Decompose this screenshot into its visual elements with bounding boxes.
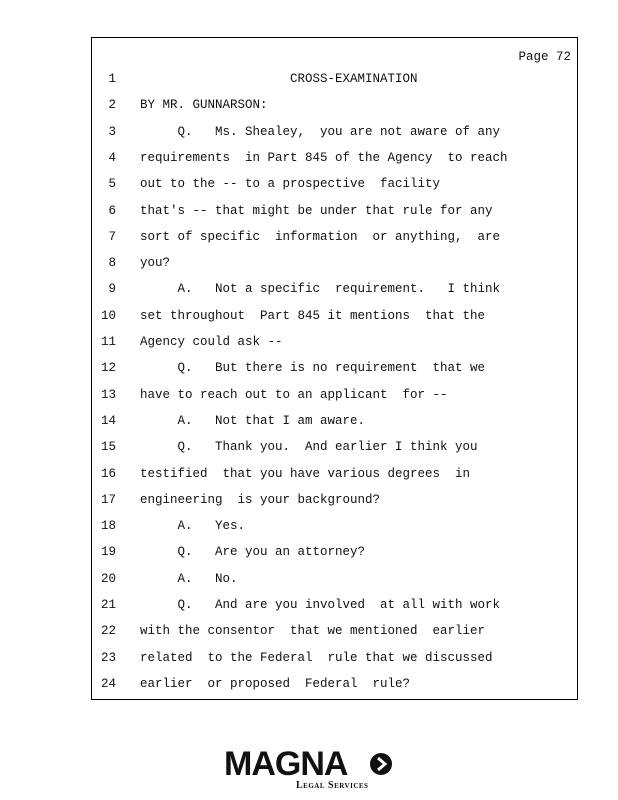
line-number: 11 bbox=[100, 335, 116, 349]
transcript-line bbox=[92, 516, 562, 536]
line-text: engineering is your background? bbox=[140, 492, 381, 507]
transcript-line bbox=[92, 464, 562, 484]
transcript-line bbox=[92, 69, 562, 89]
line-number: 10 bbox=[100, 308, 116, 323]
line-text: requirements in Part 845 of the Agency to reach bbox=[140, 150, 508, 165]
line-text: out to the -- to a prospective facility bbox=[140, 177, 441, 192]
line-number: 5 bbox=[108, 177, 116, 192]
line-text: A. No. bbox=[140, 571, 238, 586]
line-number: 9 bbox=[108, 282, 116, 297]
transcript-line bbox=[92, 332, 562, 352]
line-text: you? bbox=[140, 256, 171, 271]
line-number: 19 bbox=[100, 545, 116, 560]
line-number: 24 bbox=[100, 676, 116, 691]
transcript-line bbox=[92, 411, 562, 431]
transcript-line bbox=[92, 490, 562, 510]
line-text: with the consentor that we mentioned earlier bbox=[140, 624, 486, 639]
line-number: 7 bbox=[108, 229, 116, 244]
line-number: 3 bbox=[108, 124, 116, 139]
transcript-line bbox=[92, 306, 562, 326]
transcript-line bbox=[92, 648, 562, 668]
line-text: sort of specific information or anything, are bbox=[140, 229, 501, 244]
line-text: Q. Ms. Shealey, you are not aware of any bbox=[140, 124, 501, 139]
line-text: Q. And are you involved at all with work bbox=[140, 598, 501, 612]
line-text: Q. Thank you. And earlier I think you bbox=[140, 440, 478, 455]
transcript-line bbox=[92, 542, 562, 562]
transcript-line bbox=[92, 201, 562, 221]
line-text: have to reach out to an applicant for -- bbox=[140, 387, 448, 402]
line-text: A. Yes. bbox=[140, 519, 246, 534]
transcript-line bbox=[92, 279, 562, 299]
line-number: 13 bbox=[100, 387, 116, 402]
chevron-right-circle-icon bbox=[370, 753, 392, 775]
transcript-line bbox=[92, 95, 562, 115]
transcript-line bbox=[92, 595, 562, 615]
line-text: testified that you have various degrees in bbox=[140, 466, 471, 481]
line-text: Agency could ask -- bbox=[140, 335, 283, 349]
line-number: 23 bbox=[100, 650, 116, 665]
line-number: 21 bbox=[100, 598, 116, 612]
transcript-line bbox=[92, 437, 562, 457]
line-number: 12 bbox=[100, 361, 116, 376]
transcript-line bbox=[92, 358, 562, 378]
transcript-page bbox=[91, 37, 578, 700]
page-number: Page 72 bbox=[518, 50, 571, 64]
line-text: related to the Federal rule that we discussed bbox=[140, 650, 493, 665]
line-text: earlier or proposed Federal rule? bbox=[140, 676, 411, 691]
transcript-line bbox=[92, 227, 562, 247]
logo-wordmark: MAGNA bbox=[224, 745, 348, 783]
line-number: 18 bbox=[100, 519, 116, 534]
line-number: 6 bbox=[108, 203, 116, 218]
transcript-line bbox=[92, 148, 562, 168]
transcript-line bbox=[92, 621, 562, 641]
line-text: that's -- that might be under that rule for any bbox=[140, 203, 493, 218]
transcript-line bbox=[92, 569, 562, 589]
line-number: 15 bbox=[100, 440, 116, 455]
line-number: 4 bbox=[108, 150, 116, 165]
line-number: 2 bbox=[108, 98, 116, 113]
transcript-line bbox=[92, 674, 562, 694]
line-text: CROSS-EXAMINATION bbox=[140, 72, 418, 86]
line-text: set throughout Part 845 it mentions that the bbox=[140, 308, 486, 323]
line-number: 16 bbox=[100, 466, 116, 481]
transcript-line bbox=[92, 122, 562, 142]
line-text: Q. Are you an attorney? bbox=[140, 545, 366, 560]
line-text: BY MR. GUNNARSON: bbox=[140, 98, 268, 113]
line-number: 1 bbox=[108, 72, 116, 86]
magna-logo bbox=[224, 746, 400, 796]
line-number: 22 bbox=[100, 624, 116, 639]
transcript-line bbox=[92, 253, 562, 273]
transcript-line bbox=[92, 385, 562, 405]
line-text: A. Not that I am aware. bbox=[140, 413, 366, 428]
line-text: A. Not a specific requirement. I think bbox=[140, 282, 501, 297]
line-number: 20 bbox=[100, 571, 116, 586]
line-number: 8 bbox=[108, 256, 116, 271]
line-number: 17 bbox=[100, 492, 116, 507]
line-text: Q. But there is no requirement that we bbox=[140, 361, 486, 376]
line-number: 14 bbox=[100, 413, 116, 428]
logo-subtext: Legal Services bbox=[296, 780, 369, 791]
transcript-line bbox=[92, 174, 562, 194]
